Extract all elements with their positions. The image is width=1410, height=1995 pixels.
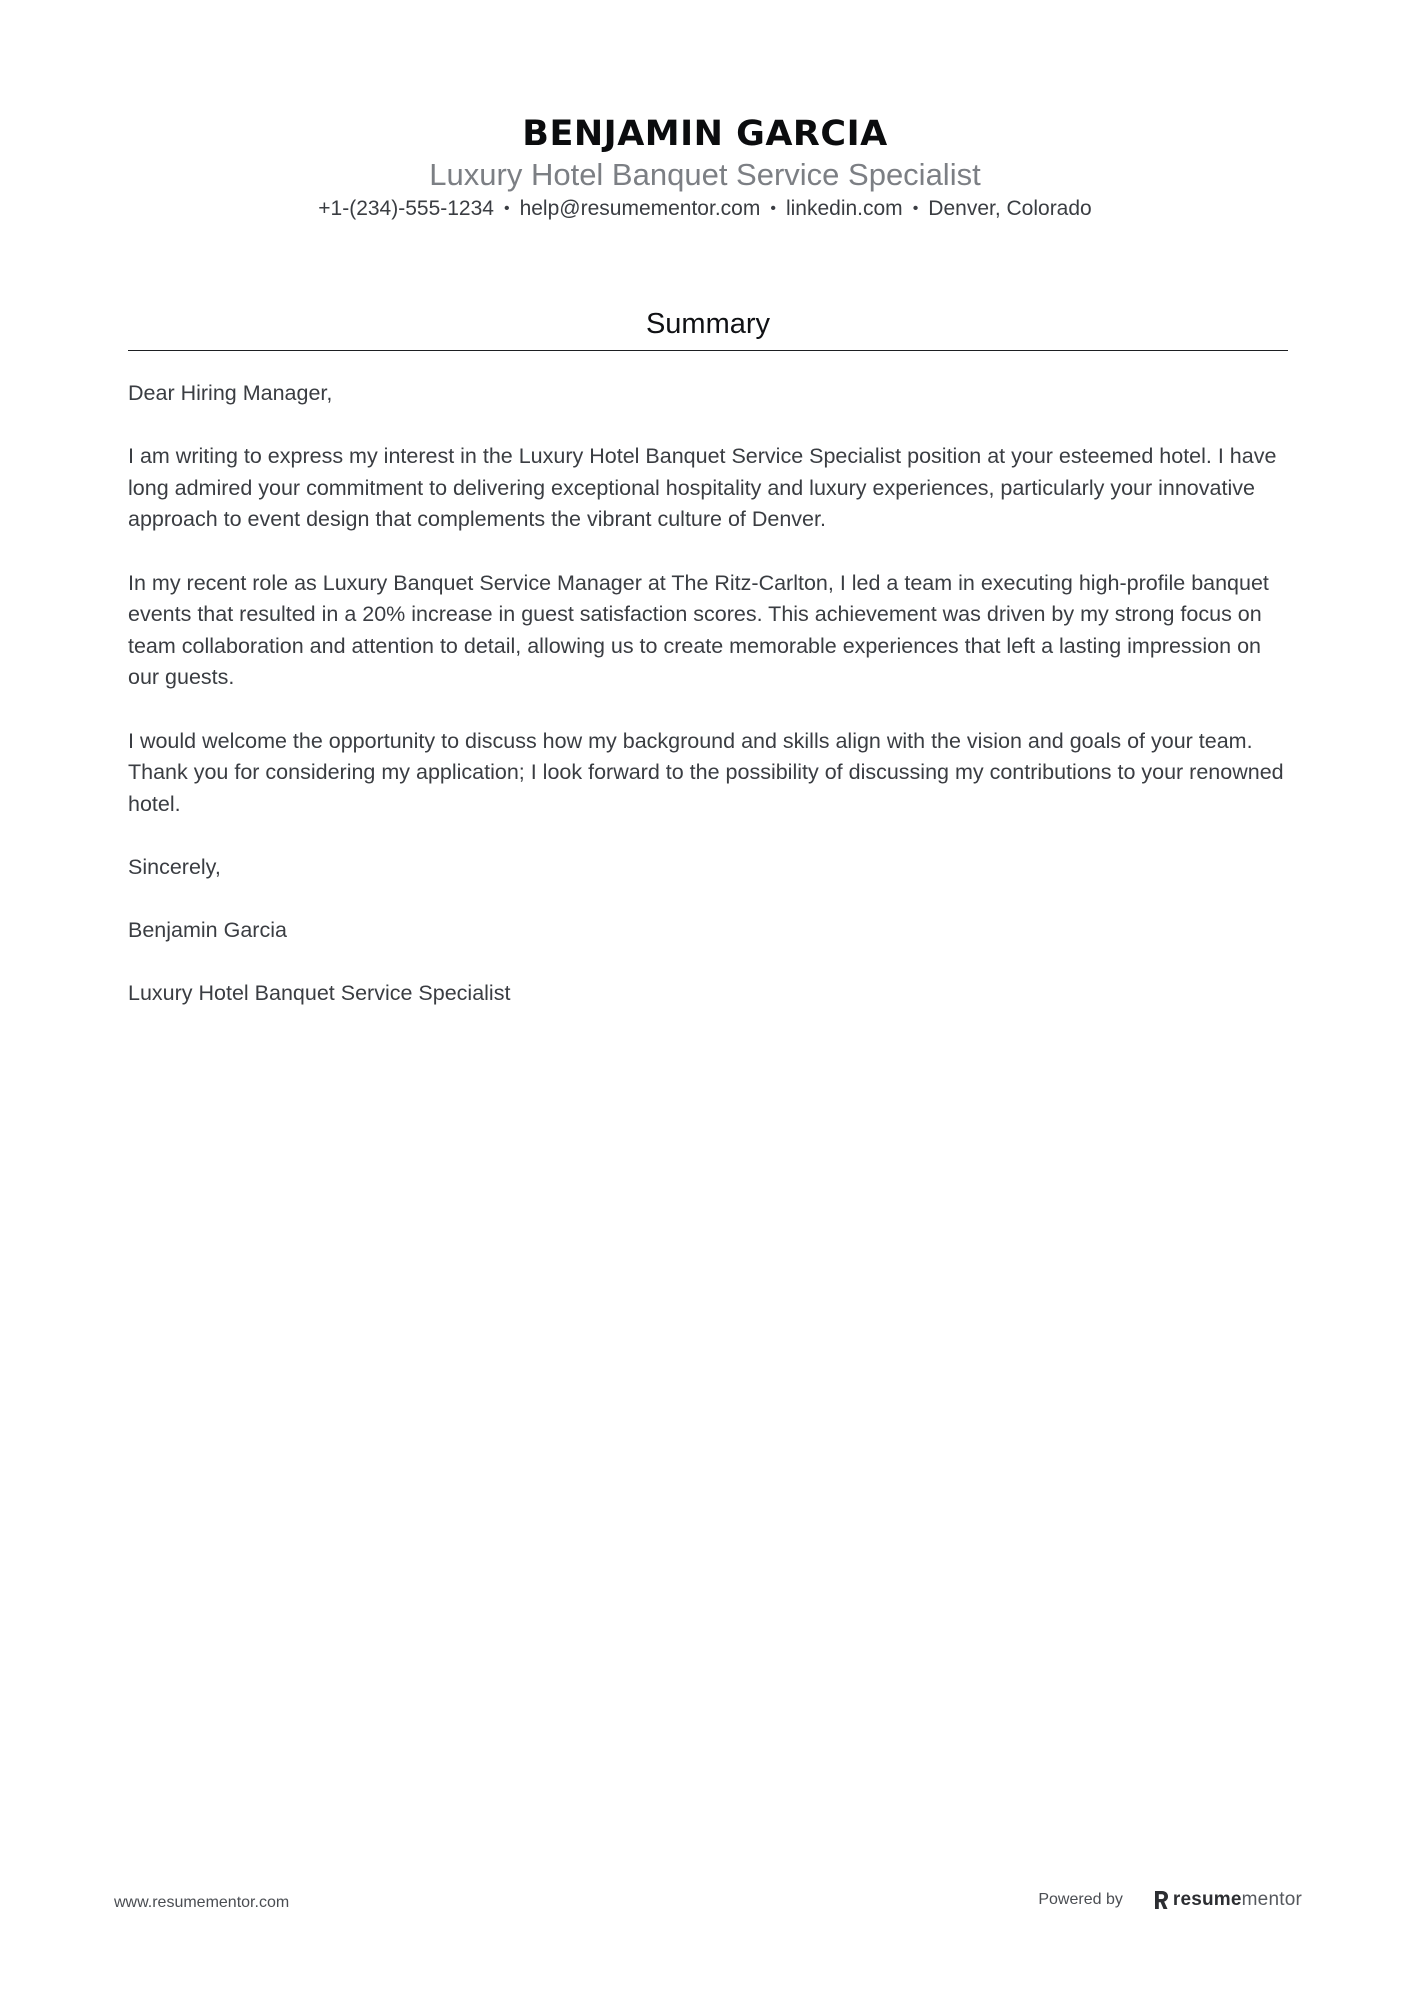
- logo-text-light: mentor: [1241, 1889, 1302, 1910]
- contact-separator: •: [770, 200, 776, 217]
- letter-paragraph: In my recent role as Luxury Banquet Service Manager at The Ritz-Carlton, I led a team in executing high-profile banquet events that resulted in a 20% increase in guest satisfaction scores. This achievement was driven by my strong focus on team collaboration and attention to detail, allowing us to create memorable experiences that left a lasting impression on our guests.: [128, 570, 1269, 690]
- signature-name: Benjamin Garcia: [128, 918, 287, 943]
- resumementor-logo-icon: [1153, 1890, 1169, 1910]
- letter-closing: Sincerely,: [128, 854, 221, 879]
- contact-linkedin-link[interactable]: linkedin.com: [785, 197, 903, 220]
- letter-paragraph: I would welcome the opportunity to discuss how my background and skills align with the vision and goals of your team. Thank you for considering my application; I look forward to the possibility of discussing my contributions to your renowned hotel.: [128, 728, 1284, 816]
- footer-powered-by: [1038, 1889, 1302, 1911]
- signature-title: Luxury Hotel Banquet Service Specialist: [128, 981, 511, 1006]
- section-title-summary: Summary: [645, 308, 771, 340]
- section-divider: [128, 350, 1288, 351]
- candidate-title: Luxury Hotel Banquet Service Specialist: [429, 157, 981, 192]
- letter-salutation: Dear Hiring Manager,: [128, 381, 333, 405]
- resumementor-logo[interactable]: [1153, 1889, 1302, 1911]
- footer-website-link[interactable]: www.resumementor.com: [114, 1894, 290, 1911]
- letter-body: [128, 378, 1288, 1041]
- contact-phone: +1-(234)-555-1234: [318, 197, 494, 220]
- contact-location: Denver, Colorado: [928, 197, 1092, 220]
- contact-email-link[interactable]: help@resumementor.com: [519, 197, 761, 220]
- resume-header: [0, 112, 1410, 224]
- letter-paragraph: I am writing to express my interest in the Luxury Hotel Banquet Service Specialist position at your esteemed hotel. I have long admired your commitment to delivering exceptional hospitality and luxury experiences, particularly your innovative approach to event design that complements the vibrant culture of Denver.: [128, 444, 1277, 532]
- candidate-name: BENJAMIN GARCIA: [522, 114, 888, 154]
- contact-separator: •: [912, 200, 919, 217]
- powered-by-label: Powered by: [1038, 1891, 1123, 1908]
- contact-line: [0, 194, 1410, 224]
- contact-separator: •: [503, 200, 510, 217]
- logo-text-bold: resume: [1172, 1889, 1242, 1910]
